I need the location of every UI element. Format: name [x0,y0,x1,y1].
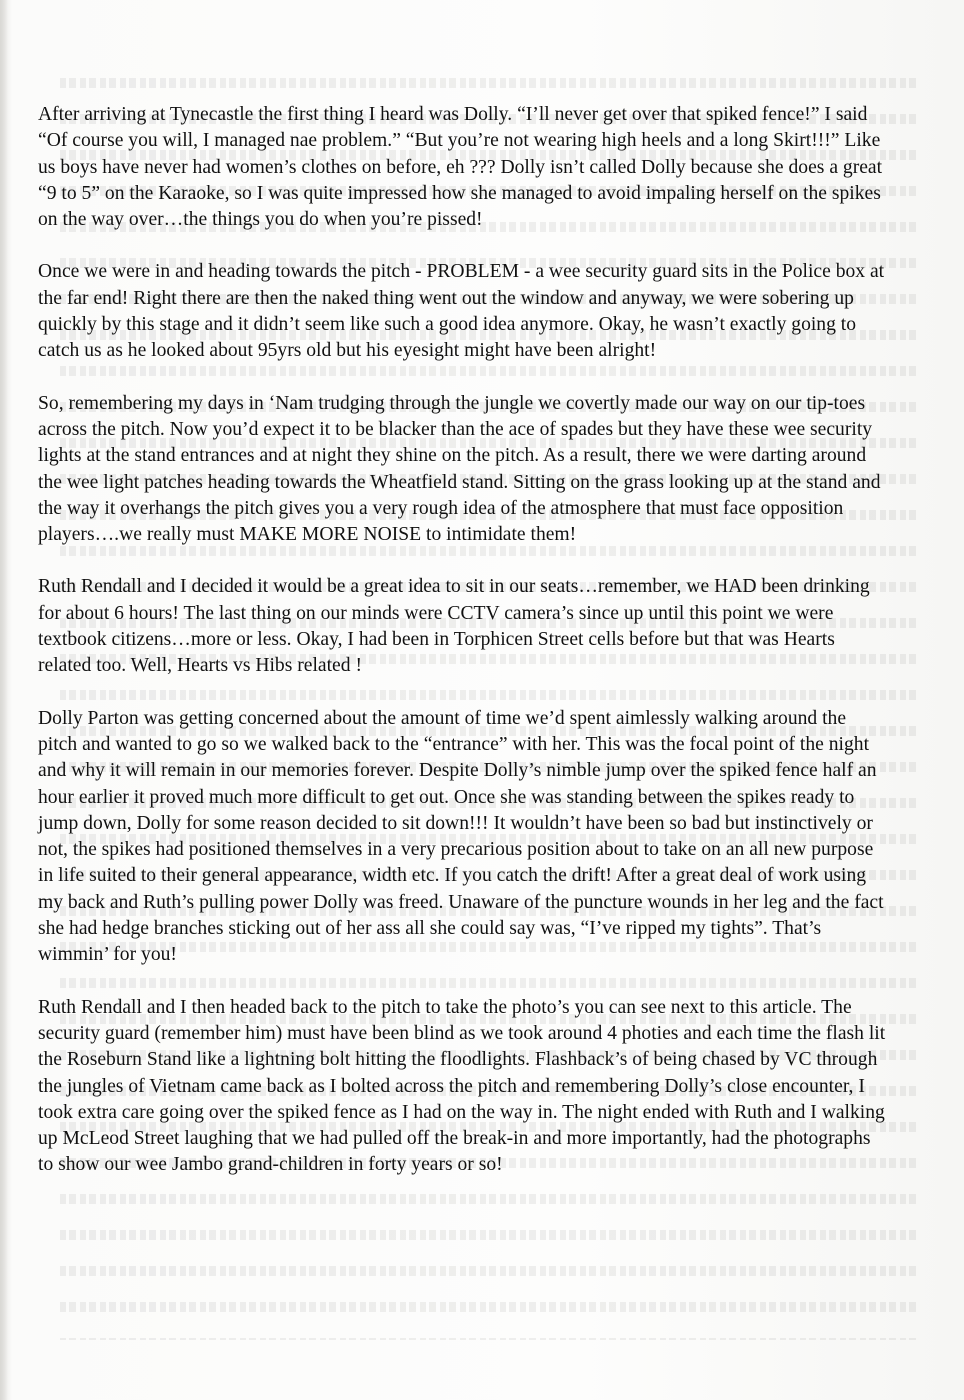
paragraph-spiked-fence: Dolly Parton was getting concerned about the amount of time we’d spent aimlessly walking around the pitch and wanted to go so we walked back to the “entrance” with her. This was the focal point of the night and why it will remain in our memories forever. Despite Dolly’s nimble jump over the spiked fence half an hour earlier it proved much more difficult to get out. Once she was standing between the spikes ready to jump down, Dolly for some reason decided to sit down!!! It wouldn’t have been so bad but instinctively or not, the spikes had positioned themselves in a very precarious position about to take on an all new purpose in life suited to their general appearance, width etc. If you catch the drift! After a great deal of work using my back and Ruth’s pulling power Dolly was freed. Unaware of the puncture wounds in her leg and the fact she had hedge branches sticking out of her ass all she could say was, “I’ve ripped my tights”. That’s wimmin’ for you! [38,707,884,966]
article-body [38,102,886,1179]
page-edge-shadow [0,0,8,1400]
paragraph-seats: Ruth Rendall and I decided it would be a great idea to sit in our seats…remember, we HAD been drinking for about 6 hours! The last thing on our minds were CCTV camera’s since up until this point we were textbook citizens…more or less. Okay, I had been in Torphicen Street cells before but that was Hearts related too. Well, Hearts vs Hibs related ! [38,576,870,677]
paragraph-crossing-pitch: So, remembering my days in ‘Nam trudging through the jungle we covertly made our way on our tip-toes across the pitch. Now you’d expect it to be blacker than the ace of spades but they have these wee security lights at the stand entrances and at night they shine on the pitch. As a result, there we were darting around the wee light patches heading towards the Wheatfield stand. Sitting on the grass looking up at the stand and the way it overhangs the pitch gives you a very rough idea of the atmosphere that must face opposition players….we really must MAKE MORE NOISE to intimidate them! [38,392,881,546]
paragraph-photos: Ruth Rendall and I then headed back to the pitch to take the photo’s you can see next to this article. The security guard (remember him) must have been blind as we took around 4 photies and each time the flash lit the Roseburn Stand like a lightning bolt hitting the floodlights. Flashback’s of being chased by VC through the jungles of Vietnam came back as I bolted across the pitch and remembering Dolly’s close encounter, I took extra care going over the spiked fence as I had on the way in. The night ended with Ruth and I walking up McLeod Street laughing that we had pulled off the break-in and more importantly, had the photographs to show our wee Jambo grand-children in forty years or so! [38,996,886,1176]
paragraph-security-guard: Once we were in and heading towards the pitch - PROBLEM - a wee security guard sits in the Police box at the far end! Right there are then the naked thing went out the window and anyway, we were sobering up quickly by this stage and it didn’t seem like such a good idea anymore. Okay, he wasn’t exactly going to catch us as he looked about 95yrs old but his eyesight might have been alright! [38,261,885,362]
paragraph-arrival: After arriving at Tynecastle the first thing I heard was Dolly. “I’ll never get over that spiked fence!” I said “Of course you will, I managed nae problem.” “But you’re not wearing high heels and a long Skirt!!!” Like us boys have never had women’s clothes on before, eh ??? Dolly isn’t called Dolly because she does a great “9 to 5” on the Karaoke, so I was quite impressed how she managed to avoid impaling herself on the spikes on the way over…the things you do when you’re pissed! [38,104,883,231]
